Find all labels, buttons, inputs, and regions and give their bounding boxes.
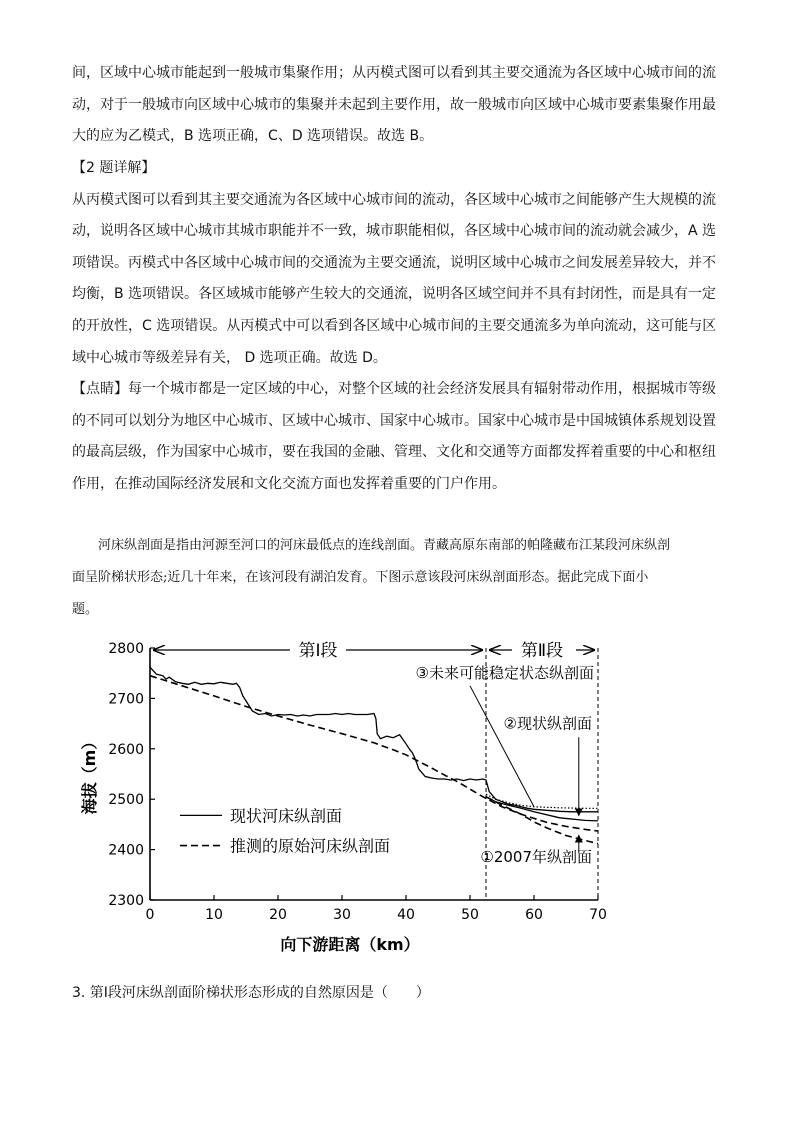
- y-tick-label: 2500: [108, 792, 144, 809]
- text-line: 面呈阶梯状形态;近几十年来，在该河段有湖泊发育。下图示意该段河床纵剖面形态。据此完成下面小: [72, 570, 649, 585]
- annotation-1: ①2007年纵剖面: [480, 848, 592, 867]
- river-profile-chart: [0, 630, 794, 970]
- text-line: 的开放性，C 选项错误。从丙模式中可以看到各区域中心城市间的主要交通流多为单向流动，这可能与区: [72, 317, 717, 334]
- text-line: 题。: [72, 602, 99, 617]
- text-line: 间，区域中心城市能起到一般城市集聚作用；从丙模式图可以看到其主要交通流为各区域中心城市间的流: [72, 65, 716, 81]
- x-tick-label: 0: [145, 907, 155, 923]
- x-tick-label: 70: [589, 907, 607, 923]
- text-line: 作用，在推动国际经济发展和文化交流方面也发挥着重要的门户作用。: [72, 475, 506, 492]
- text-line: 均衡，B 选项错误。各区域城市能够产生较大的交通流，说明各区域空间并不具有封闭性，而是具有一定: [72, 286, 717, 303]
- x-tick-label: 50: [461, 907, 479, 923]
- legend-label-1: 现状河床纵剖面: [230, 806, 343, 826]
- series-line-4: [486, 797, 598, 821]
- text-line: 的最高层级，作为国家中心城市，要在我国的金融、管理、文化和交通等方面都发挥着重要的中心和枢纽: [72, 444, 716, 461]
- y-tick-label: 2800: [108, 641, 144, 657]
- text-line: 动，对于一般城市向区域中心城市的集聚并未起到主要作用，故一般城市向区域中心城市要素集聚作用最: [72, 96, 716, 113]
- q1-analysis-tail: [72, 58, 722, 153]
- x-tick-label: 10: [205, 907, 223, 923]
- text-line: 大的应为乙模式，B 选项正确，C、D 选项错误。故选 B。: [72, 128, 434, 145]
- x-tick-label: 60: [525, 907, 543, 923]
- x-tick-label: 40: [397, 907, 415, 923]
- series-line-1: [150, 667, 598, 812]
- x-axis-label: 向下游距离（km）: [280, 935, 420, 954]
- q2-heading: 【2 题详解】: [72, 160, 156, 176]
- legend-label-2: 推测的原始河床纵剖面: [230, 836, 391, 856]
- text-line: 的不同可以划分为地区中心城市、区域中心城市、国家中心城市。国家中心城市是中国城镇体系规划设置: [72, 412, 716, 429]
- text-line: 域中心城市等级差异有关， D 选项正确。故选 D。: [72, 349, 387, 366]
- series-line-2: [150, 676, 598, 831]
- section-1-label: 第Ⅰ段: [298, 641, 338, 661]
- passage-intro: [72, 530, 722, 626]
- annotation-3: ③未来可能稳定状态纵剖面: [415, 664, 594, 683]
- series-line-5: [486, 794, 598, 808]
- tip-paragraph: [72, 374, 722, 500]
- x-tick-label: 20: [269, 907, 287, 923]
- question-3: 3. 第Ⅰ段河床纵剖面阶梯状形态形成的自然原因是（ ）: [72, 985, 430, 1001]
- section-2-label: 第Ⅱ段: [520, 641, 564, 661]
- x-tick-label: 30: [333, 907, 351, 923]
- y-tick-label: 2400: [108, 842, 144, 859]
- y-axis-label: 海拔（m）: [80, 733, 99, 815]
- text-line: 从丙模式图可以看到其主要交通流为各区域中心城市间的流动，各区域中心城市之间能够产生大规模的流: [72, 191, 716, 208]
- q2-analysis: [72, 153, 722, 374]
- text-line: 河床纵剖面是指由河源至河口的河床最低点的连线剖面。青藏高原东南部的帕隆藏布江某段河床纵剖: [98, 538, 671, 553]
- text-line: 【点睛】每一个城市都是一定区域的中心，对整个区域的社会经济发展具有辐射带动作用，根据城市等级: [72, 381, 716, 397]
- y-tick-label: 2600: [108, 741, 144, 758]
- text-line: 项错误。丙模式中各区域中心城市间的交通流为主要交通流，说明区域中心城市之间发展差异较大，并不: [72, 254, 716, 271]
- annotation-3-leader: [470, 686, 534, 807]
- annotation-2: ②现状纵剖面: [503, 714, 592, 733]
- text-line: 动，说明各区域中心城市其城市职能并不一致，城市职能相似，各区域中心城市间的流动就会减少，A 选: [72, 223, 717, 240]
- y-tick-label: 2300: [108, 893, 144, 909]
- y-tick-label: 2700: [108, 691, 144, 708]
